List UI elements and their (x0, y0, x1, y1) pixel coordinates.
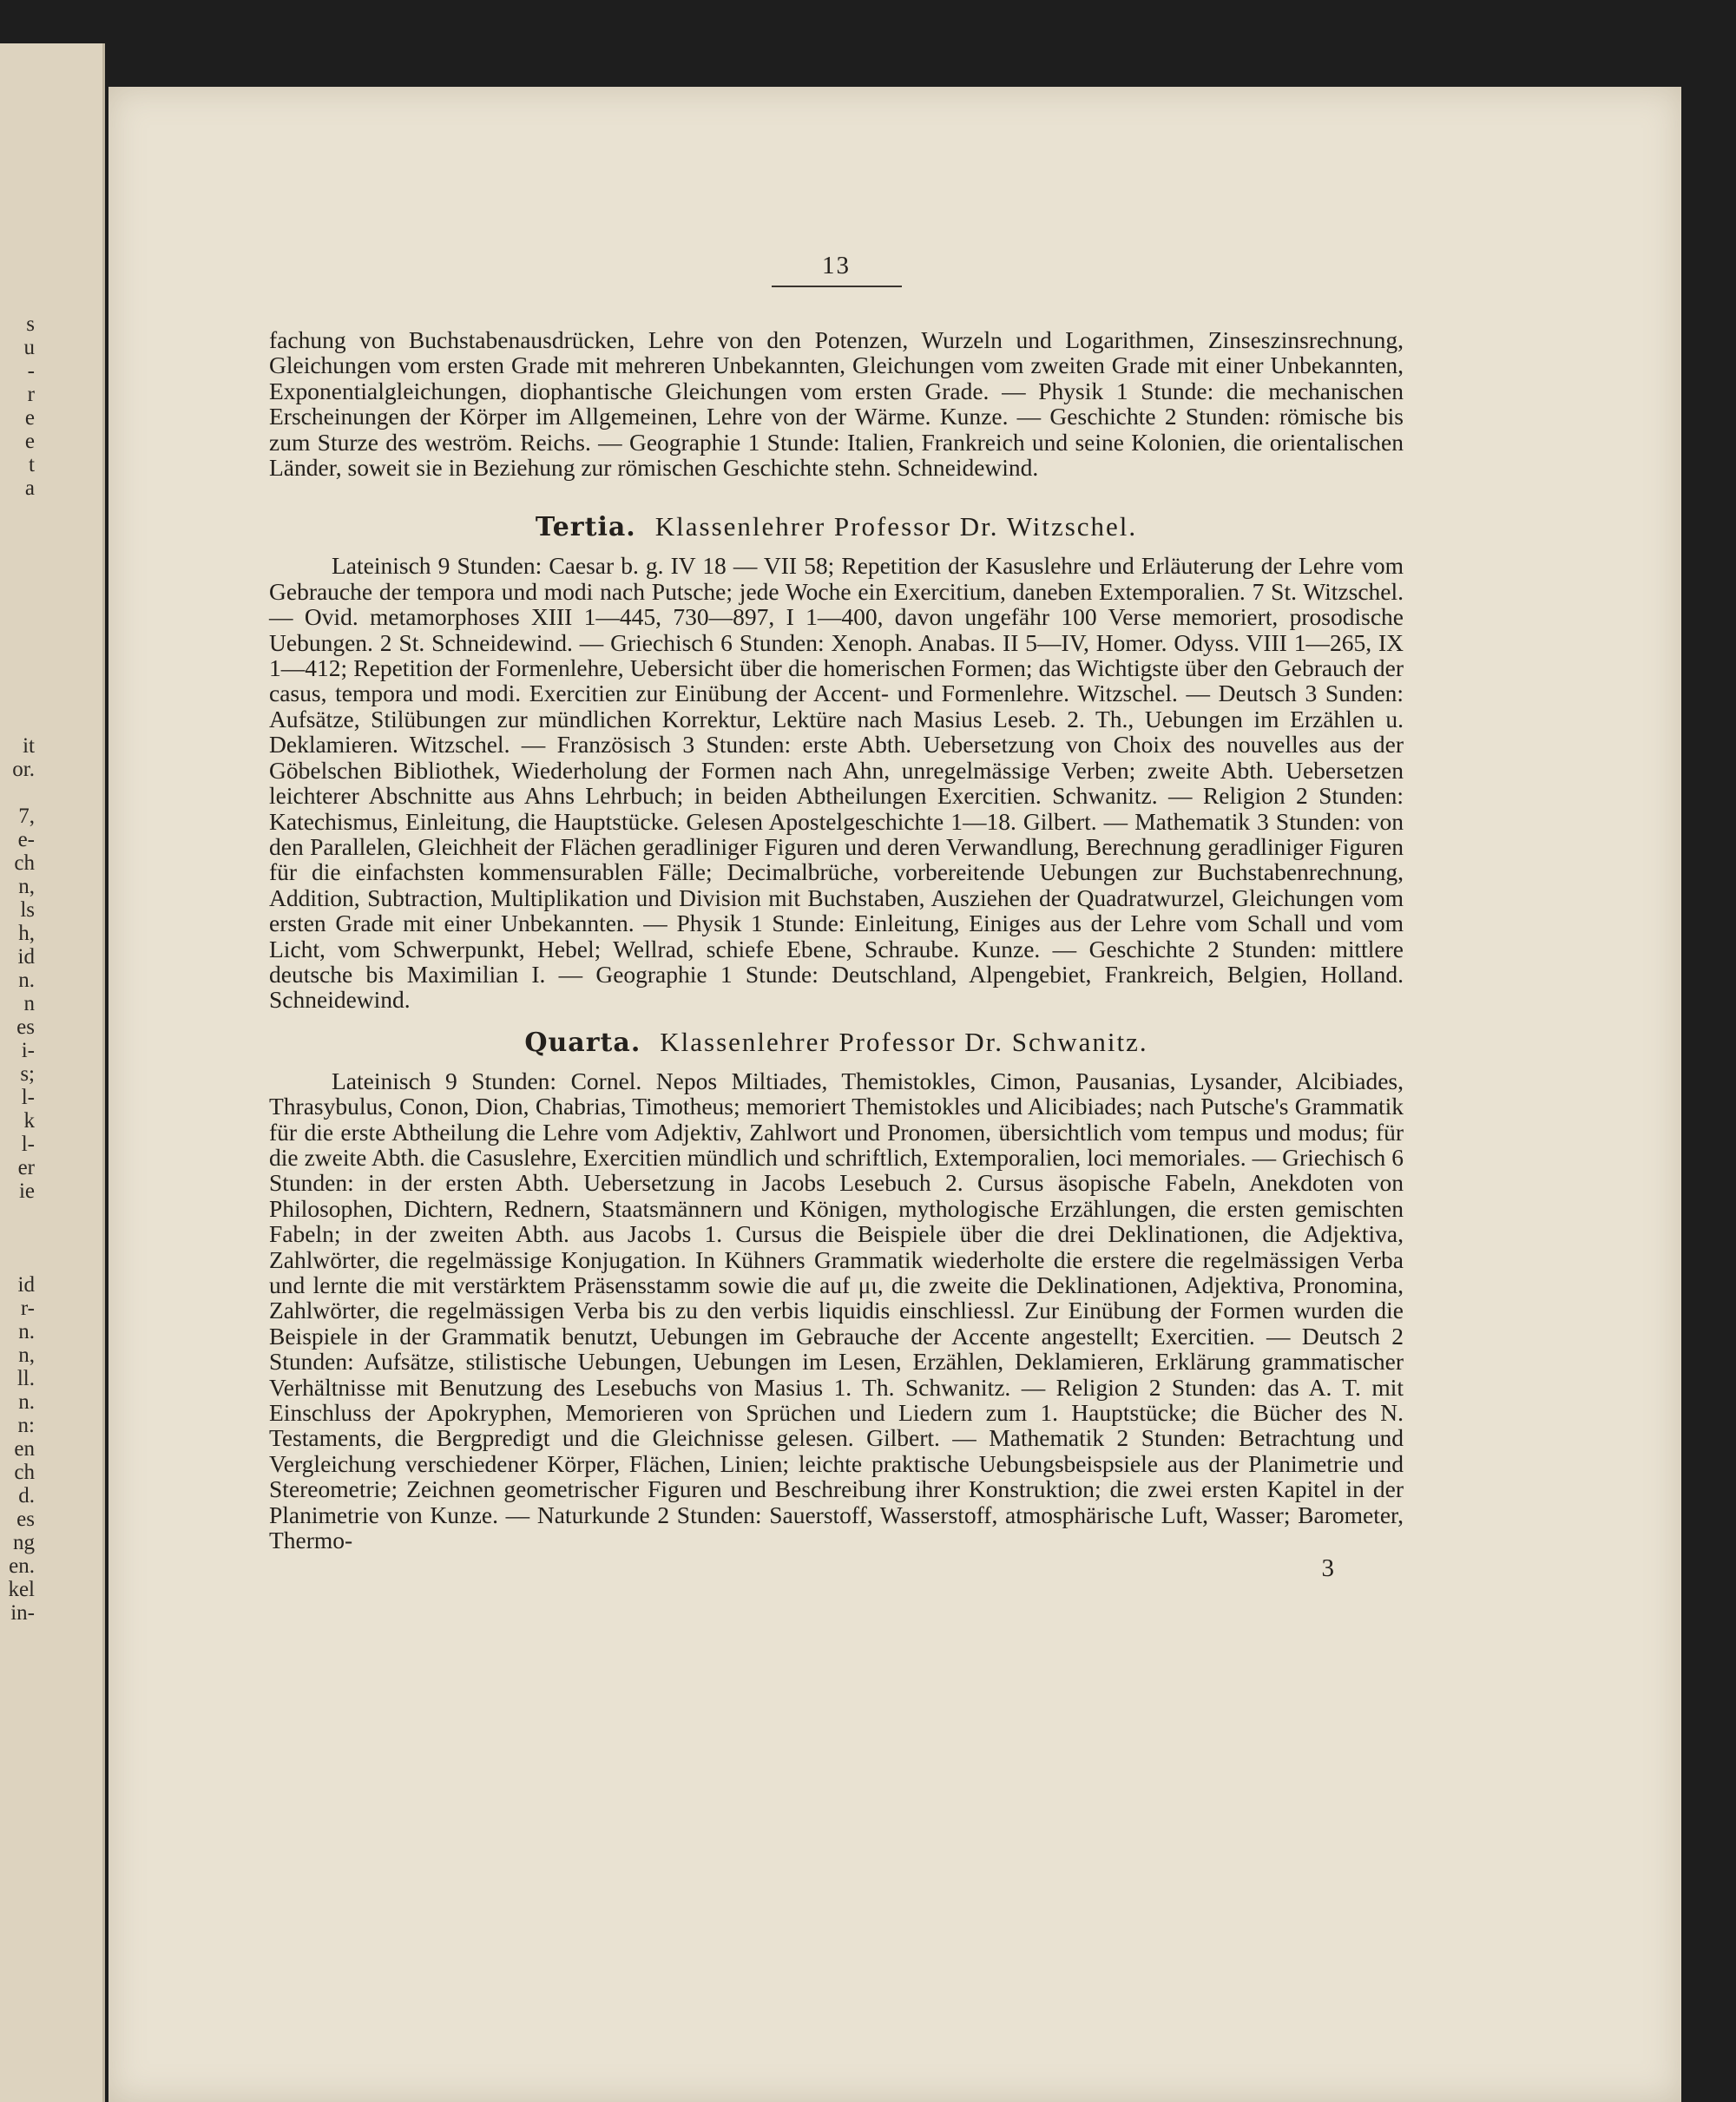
section-heading-quarta (269, 1027, 1404, 1058)
section-text-tertia: Lateinisch 9 Stunden: Caesar b. g. IV 18 — VII 58; Repetition der Kasuslehre und Erläuterung der Lehre vom Gebrauche der tempora und modi nach Putsche; jede Woche ein Exercitium, daneben Extemporalien. 7 St. Witzschel. — Ovid. metamorphoses XIII 1—445, 730—897, I 1—400, davon ungefähr 100 Verse memoriert, prosodische Uebungen. 2 St. Schneidewind. — Griechisch 6 Stunden: Xenoph. Anabas. II 5—IV, Homer. Odyss. VIII 1—265, IX 1—412; Repetition der Formenlehre, Uebersicht über die homerischen Formen; das Wichtigste über den Gebrauch der casus, tempora und modi. Exercitien zur Einübung der Accent- und Formenlehre. Witzschel. — Deutsch 3 Sunden: Aufsätze, Stilübungen zur mündlichen Korrektur, Lektüre nach Masius Leseb. 2. Th., Uebungen im Erzählen u. Deklamieren. Witzschel. — Französisch 3 Stunden: erste Abth. Uebersetzung von Choix des nouvelles aus der Göbelschen Bibliothek, Wiederholung der Formen nach Ahn, unregelmässige Verben; zweite Abth. Uebersetzen leichterer Abschnitte aus Ahns Lehrbuch; in beiden Abtheilungen Exercitien. Schwanitz. — Religion 2 Stunden: Katechismus, Einleitung, die Hauptstücke. Gelesen Apostelgeschichte 1—18. Gilbert. — Mathematik 3 Stunden: von den Parallelen, Gleichheit der Flächen geradliniger Figuren und deren Verwandlung, Berechnung geradliniger Figuren für die einfachsten kommensurablen Fälle; Decimalbrüche, vorbereitende Uebungen zur Buchstabenrechnung, Addition, Subtraction, Multiplikation und Division mit Buchstaben, Ausziehen der Quadratwurzel, Gleichungen vom ersten Grade mit einer Unbekannten. — Physik 1 Stunde: Einleitung, Einiges aus der Lehre vom Schall und vom Licht, vom Schwerpunkt, Hebel; Wellrad, schiefe Ebene, Schraube. Kunze. — Geschichte 2 Stunden: mittlere deutsche bis Maximilian I. — Geographie 1 Stunde: Deutschland, Alpengebiet, Frankreich, Belgien, Holland. Schneidewind. (269, 552, 1404, 1014)
section-heading-tertia (269, 511, 1404, 542)
facing-page-fragments: s u - r e e t a it or. 7, e- ch n, ls h, id n. n es i- s; l- k l- er ie id r- n. n, ll. n. n: en ch d. es ng en. kel in- (8, 312, 35, 1625)
page-number: 13 (772, 252, 902, 287)
class-name-quarta: Quarta. (524, 1027, 641, 1058)
intro-paragraph: fachung von Buchstabenausdrücken, Lehre von den Potenzen, Wurzeln und Logarithmen, Zinseszinsrechnung, Gleichungen vom ersten Grade mit mehreren Unbekannten, Gleichungen vom zweiten Grade mit einer Unbekannten, Exponentialgleichungen, diophantische Gleichungen vom ersten Grade. — Physik 1 Stunde: die mechanischen Erscheinungen der Körper im Allgemeinen, Lehre von der Wärme. Kunze. — Geschichte 2 Stunden: römische bis zum Sturze des weström. Reichs. — Geographie 1 Stunde: Italien, Frankreich und seine Kolonien, die orientalischen Länder, soweit sie in Beziehung zur römischen Geschichte stehn. Schneidewind. (269, 326, 1404, 482)
facing-page-edge (0, 43, 105, 2102)
class-name-tertia: Tertia. (535, 512, 636, 543)
section-text-quarta: Lateinisch 9 Stunden: Cornel. Nepos Miltiades, Themistokles, Cimon, Pausanias, Lysander, Alcibiades, Thrasybulus, Conon, Dion, Chabrias, Timotheus; memoriert Themistokles und Alicibiades; nach Putsche's Grammatik für die erste Abtheilung die Lehre vom Adjektiv, Zahlwort und Pronomen, übersichtlich vom tempus und modus; für die zweite Abth. die Casuslehre, Exercitien mündlich und schriftlich, Extemporalien, loci memoriales. — Griechisch 6 Stunden: in der ersten Abth. Uebersetzung in Jacobs Lesebuch 2. Cursus äsopische Fabeln, Anekdoten von Philosophen, Dichtern, Rednern, Staatsmännern und Königen, mythologische Erzählungen, die ersten gemischten Fabeln; in der zweiten Abth. aus Jacobs 1. Cursus die Beispiele über die drei Deklinationen, die Adjektiva, Zahlwörter, die regelmässige Konjugation. In Kühners Grammatik wiederholte die erstere die regelmässigen Verba und lernte die mit verstärktem Präsensstamm sowie die auf μι, die zweite die Deklinationen, Adjektiva, Pronomina, Zahlwörter, die regelmässigen Verba bis zu den verbis liquidis einschliessl. Zur Einübung der Formen wurden die Beispiele in der Grammatik benutzt, Uebungen im Gebrauche der Accente angestellt; Exercitien. — Deutsch 2 Stunden: Aufsätze, stilistische Uebungen, Uebungen im Lesen, Erzählen, Deklamieren, Erklärung grammatischer Verhältnisse mit Benutzung des Lesebuchs von Masius 1. Th. Schwanitz. — Religion 2 Stunden: das A. T. mit Einschluss der Apokryphen, Memorieren von Sprüchen und Liedern zum 1. Hauptstücke; die Bücher des N. Testaments, die Bergpredigt und die Gleichnisse gelesen. Gilbert. — Mathematik 2 Stunden: Betrachtung und Vergleichung verschiedener Körper, Flächen, Linien; leichte praktische Uebungsbeispsiele aus der Planimetrie und Stereometrie; Zeichnen geometrischer Figuren und Beschreibung ihrer Konstruktion; die zwei ersten Kapitel in der Planimetrie von Kunze. — Naturkunde 2 Stunden: Sauerstoff, Wasserstoff, atmosphärische Luft, Wasser; Barometer, Thermo- (269, 1067, 1404, 1554)
class-teacher-quarta: Klassenlehrer Professor Dr. Schwanitz. (660, 1026, 1148, 1057)
class-teacher-tertia: Klassenlehrer Professor Dr. Witzschel. (654, 511, 1138, 542)
page-content (269, 252, 1404, 1583)
signature-mark: 3 (1321, 1554, 1334, 1583)
